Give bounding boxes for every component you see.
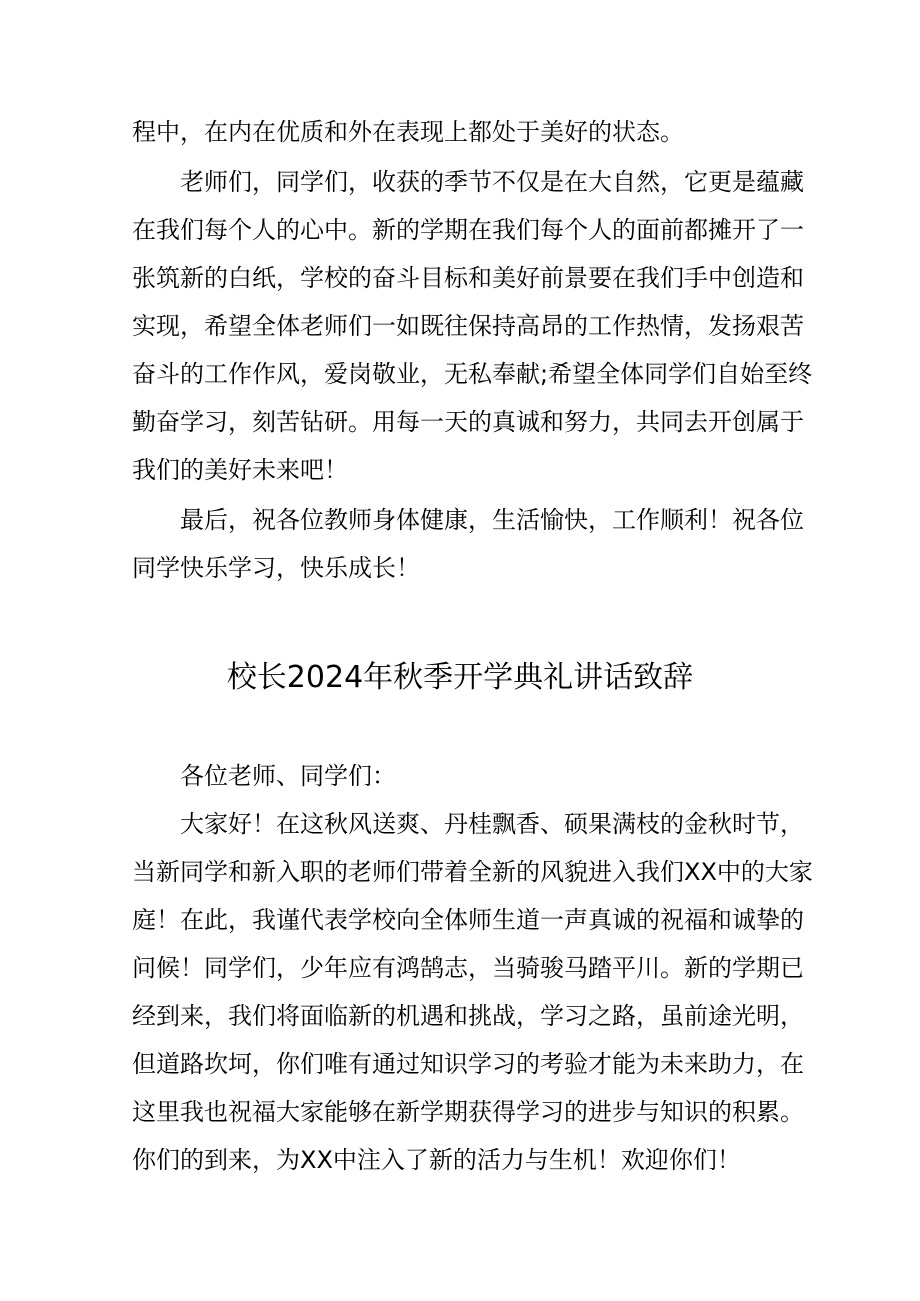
paragraph-line: 但道路坎坷，你们唯有通过知识学习的考验才能为未来助力，在 xyxy=(132,1050,804,1078)
paragraph-line: 当新同学和新入职的老师们带着全新的风貌进入我们XX中的大家 xyxy=(132,858,813,886)
paragraph-line: 程中，在内在优质和外在表现上都处于美好的状态。 xyxy=(132,118,684,146)
paragraph-line: 问候！同学们，少年应有鸿鹄志，当骑骏马踏平川。新的学期已 xyxy=(132,954,804,982)
document-title: 校长2024年秋季开学典礼讲话致辞 xyxy=(226,660,694,695)
paragraph-line: 老师们，同学们，收获的季节不仅是在大自然，它更是蕴藏 xyxy=(180,168,804,196)
paragraph-line: 你们的到来，为XX中注入了新的活力与生机！欢迎你们！ xyxy=(132,1146,741,1174)
paragraph-line: 在我们每个人的心中。新的学期在我们每个人的面前都摊开了一 xyxy=(132,216,804,244)
paragraph-line: 勤奋学习，刻苦钻研。用每一天的真诚和努力，共同去开创属于 xyxy=(132,408,804,436)
paragraph-line: 奋斗的工作作风，爱岗敬业，无私奉献;希望全体同学们自始至终 xyxy=(132,360,813,388)
paragraph-line: 大家好！在这秋风送爽、丹桂飘香、硕果满枝的金秋时节， xyxy=(180,810,804,838)
paragraph-line: 经到来，我们将面临新的机遇和挑战，学习之路，虽前途光明， xyxy=(132,1002,804,1030)
salutation: 各位老师、同学们： xyxy=(180,762,396,790)
paragraph-line: 庭！在此，我谨代表学校向全体师生道一声真诚的祝福和诚挚的 xyxy=(132,906,804,934)
paragraph-line: 我们的美好未来吧！ xyxy=(132,456,348,484)
paragraph-line: 同学快乐学习，快乐成长！ xyxy=(132,554,420,582)
paragraph-line: 最后，祝各位教师身体健康，生活愉快，工作顺利！祝各位 xyxy=(180,506,804,534)
paragraph-line: 实现，希望全体老师们一如既往保持高昂的工作热情，发扬艰苦 xyxy=(132,312,804,340)
paragraph-line: 这里我也祝福大家能够在新学期获得学习的进步与知识的积累。 xyxy=(132,1098,804,1126)
paragraph-line: 张筑新的白纸，学校的奋斗目标和美好前景要在我们手中创造和 xyxy=(132,264,804,292)
